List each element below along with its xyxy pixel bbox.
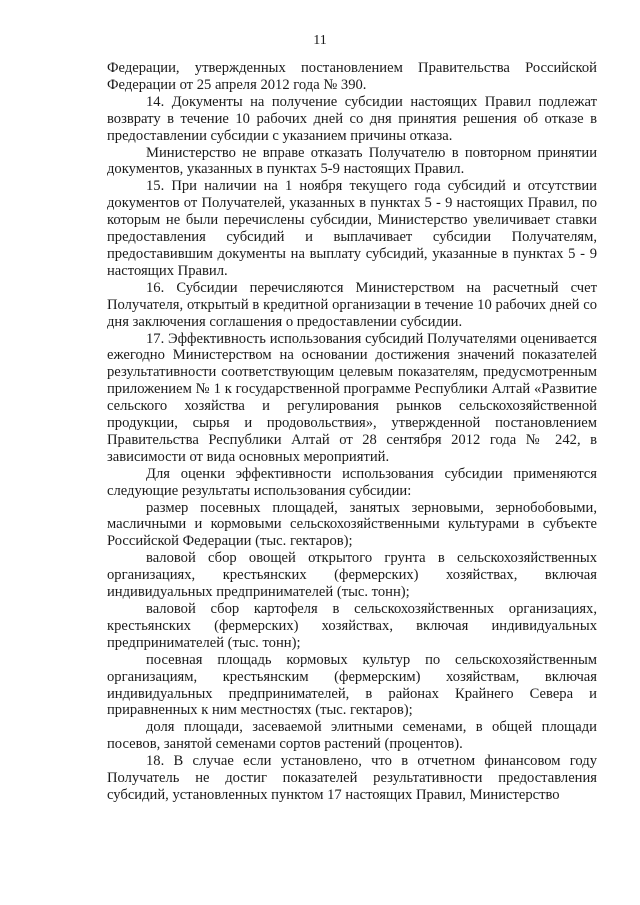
paragraph-item-14: 14. Документы на получение субсидии настоящих Правил подлежат возврату в течение 10 рабочих дней со дня принятия решения об отказе в предоставлении субсидии с указанием причины отказа. xyxy=(107,93,597,144)
paragraph-result-potatoes: валовой сбор картофеля в сельскохозяйственных организациях, крестьянских (фермерских) хозяйствах, включая индивидуальных предпринимателей (тыс. тонн); xyxy=(107,601,597,651)
paragraph-result-fodder: посевная площадь кормовых культур по сельскохозяйственным организациям, крестьянским (фермерским) хозяйствам, включая индивидуальных предпринимателей, в районах Крайнего Севера и приравненных к ним местностях (тыс. гектаров); xyxy=(107,651,597,719)
paragraph-item-18: 18. В случае если установлено, что в отчетном финансовом году Получатель не достиг показателей результативности предоставления субсидий, установленных пунктом 17 настоящих Правил, Министерство xyxy=(107,753,597,803)
page-number: 11 xyxy=(313,33,327,48)
paragraph-result-sown-area: размер посевных площадей, занятых зерновыми, зернобобовыми, масличными и кормовыми сельскохозяйственными культурами в субъекте Российской Федерации (тыс. гектаров); xyxy=(107,499,597,550)
document-body xyxy=(107,60,597,804)
paragraph-item-17: 17. Эффективность использования субсидий Получателями оценивается ежегодно Министерством на основании достижения значений показателей результативности соответствующим целевым показателям, предусмотренным приложением № 1 к государственной программе Республики Алтай «Развитие сельского хозяйства и регулирования рынков сельскохозяйственной продукции, сырья и продовольствия», утвержденной постановлением Правительства Республики Алтай от 28 сентября 2012 года № 242, в зависимости от вида основных мероприятий. xyxy=(107,330,597,465)
paragraph-evaluation-intro: Для оценки эффективности использования субсидии применяются следующие результаты использования субсидии: xyxy=(107,465,597,499)
paragraph-result-vegetables: валовой сбор овощей открытого грунта в сельскохозяйственных организациях, крестьянских (фермерских) хозяйствах, включая индивидуальных предпринимателей (тыс. тонн); xyxy=(107,550,597,601)
paragraph-item-15: 15. При наличии на 1 ноября текущего года субсидий и отсутствии документов от Получателей, указанных в пунктах 5 - 9 настоящих Правил, по которым не были перечислены субсидии, Министерство увеличивает ставки предоставления субсидий и выплачивает субсидии Получателям, предоставившим документы на выплату субсидий, указанные в пунктах 5 - 9 настоящих Правил. xyxy=(107,178,597,279)
paragraph-ministry-note: Министерство не вправе отказать Получателю в повторном принятии документов, указанных в пунктах 5-9 настоящих Правил. xyxy=(107,144,597,178)
paragraph-item-16: 16. Субсидии перечисляются Министерством на расчетный счет Получателя, открытый в кредитной организации в течение 10 рабочих дней со дня заключения соглашения о предоставлении субсидии. xyxy=(107,279,597,330)
paragraph-result-elite-seeds: доля площади, засеваемой элитными семенами, в общей площади посевов, занятой семенами сортов растений (процентов). xyxy=(107,719,597,753)
paragraph-continuation: Федерации, утвержденных постановлением Правительства Российской Федерации от 25 апреля 2012 года № 390. xyxy=(107,60,597,93)
